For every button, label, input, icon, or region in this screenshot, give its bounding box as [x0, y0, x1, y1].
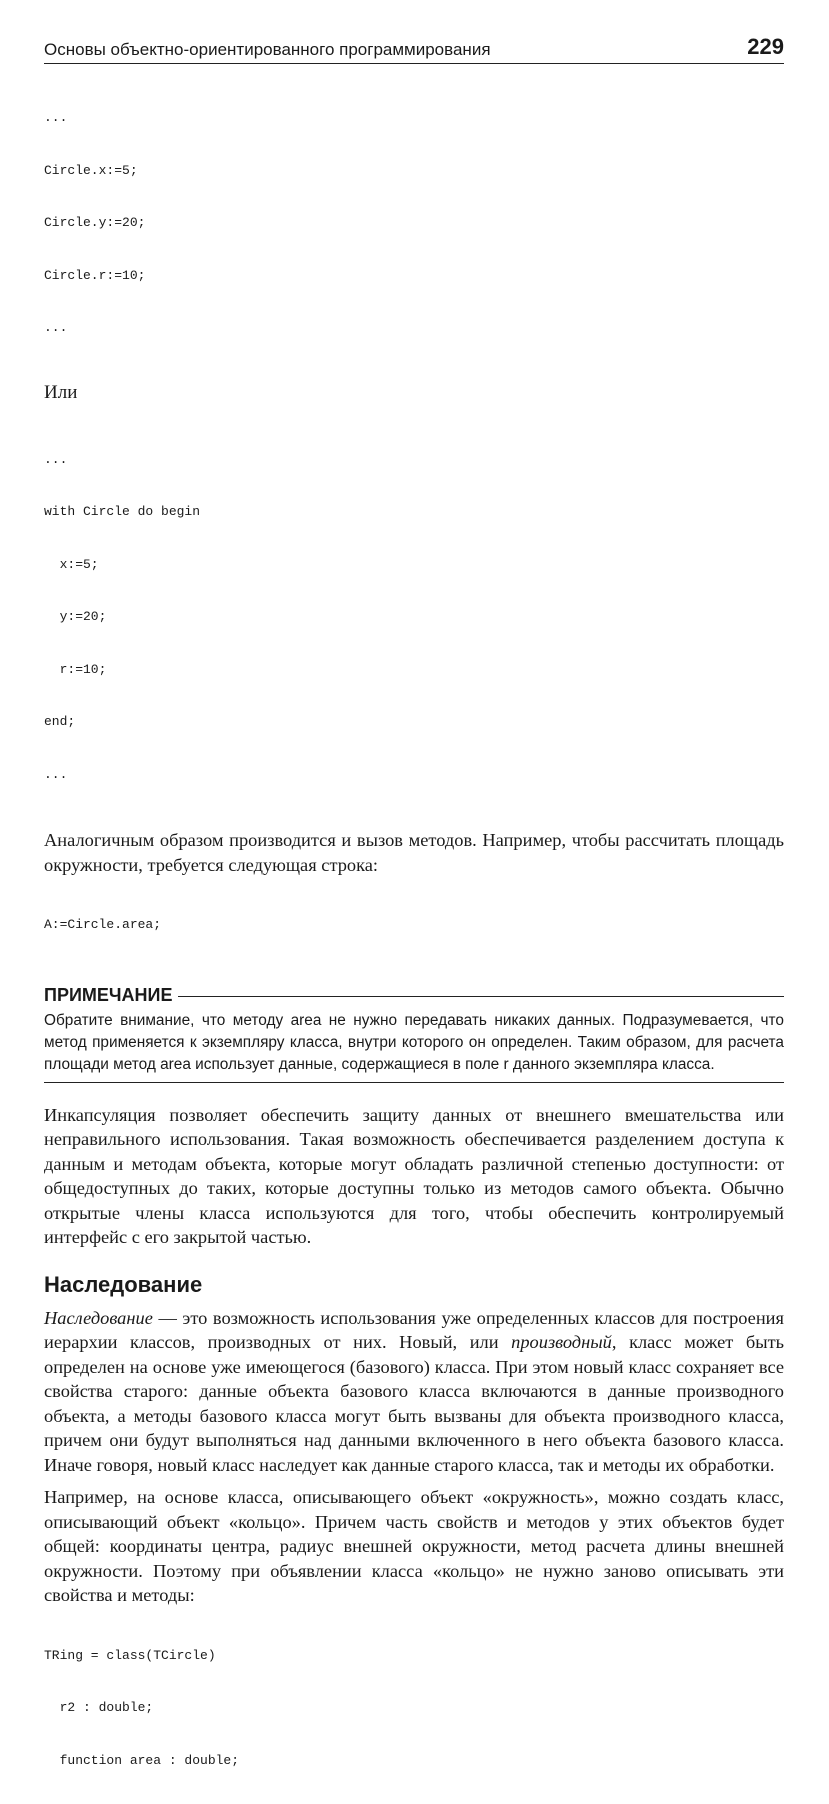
- code-block-2: [44, 416, 784, 819]
- paragraph-ring-example: Например, на основе класса, описывающего объект «окружность», можно создать класс, описывающий объект «кольцо». Причем часть свойств и методов у этих объектов будет общей: координаты центра, радиус внешней окружности, метод расчета длины внешней окружности. Поэтому при объявлении класса «кольцо» не нужно заново описывать эти свойства и методы:: [44, 1485, 784, 1608]
- book-page: [44, 34, 784, 1804]
- code-line: Circle.y:=20;: [44, 214, 784, 232]
- code-line: with Circle do begin: [44, 503, 784, 521]
- code-block-1: [44, 74, 784, 372]
- paragraph-method-call: Аналогичным образом производится и вызов методов. Например, чтобы рассчитать площадь окружности, требуется следующая строка:: [44, 828, 784, 877]
- code-line: ...: [44, 109, 784, 127]
- code-line: ...: [44, 319, 784, 337]
- code-line: x:=5;: [44, 556, 784, 574]
- code-line: Circle.x:=5;: [44, 162, 784, 180]
- code-line: ...: [44, 766, 784, 784]
- or-word: Или: [44, 382, 784, 404]
- definition-text-b: , класс может быть определен на основе уже имеющегося (базового) класса. При этом новый класс сохраняет все свойства старого: данные объекта базового класса включаются в данные производного объекта, а методы базового класса могут быть вызваны для объекта производного класса, причем они будут выполняться над данными включенного в него объекта базового класса. Иначе говоря, новый класс наследует как данные старого класса, так и методы их обработки.: [44, 1332, 784, 1475]
- code-line: ...: [44, 451, 784, 469]
- code-line: y:=20;: [44, 608, 784, 626]
- note-body: Обратите внимание, что методу area не нужно передавать никаких данных. Подразумевается, что метод применяется к экземпляру класса, внутри которого он определен. Таким образом, для расчета площади метод area использует данные, содержащиеся в поле r данного экземпляра класса.: [44, 1010, 784, 1083]
- running-header: [44, 34, 784, 64]
- note-title: ПРИМЕЧАНИЕ: [44, 985, 178, 1006]
- term-inheritance: Наследование: [44, 1308, 153, 1328]
- page-number: 229: [747, 34, 784, 60]
- code-line: r2 : double;: [44, 1699, 784, 1717]
- term-derived: производный: [511, 1332, 612, 1352]
- code-line: TRing = class(TCircle): [44, 1647, 784, 1665]
- note-header: [44, 985, 784, 1006]
- code-line: r:=10;: [44, 661, 784, 679]
- section-heading: Наследование: [44, 1272, 784, 1298]
- code-line: Circle.r:=10;: [44, 267, 784, 285]
- definition-text-a: — это возможность использования уже определенных классов для построения иерархии классов, производных от них. Новый, или: [44, 1308, 784, 1353]
- code-line: end;: [44, 713, 784, 731]
- paragraph-encapsulation: Инкапсуляция позволяет обеспечить защиту данных от внешнего вмешательства или неправильного использования. Такая возможность обеспечивается разделением доступа к данным и методам объекта, которые могут обладать различной степенью доступности: от общедоступных до таких, которые доступны только из методов самого объекта. Обычно открытые члены класса используются для того, чтобы обеспечить контролируемый интерфейс с его закрытой частью.: [44, 1103, 784, 1250]
- code-block-3: [44, 881, 784, 969]
- note-rule: [178, 996, 784, 997]
- code-line: function area : double;: [44, 1752, 784, 1770]
- running-title: Основы объектно-ориентированного программирования: [44, 40, 491, 60]
- code-line: A:=Circle.area;: [44, 916, 784, 934]
- code-block-4: [44, 1612, 784, 1804]
- paragraph-inheritance-definition: [44, 1306, 784, 1478]
